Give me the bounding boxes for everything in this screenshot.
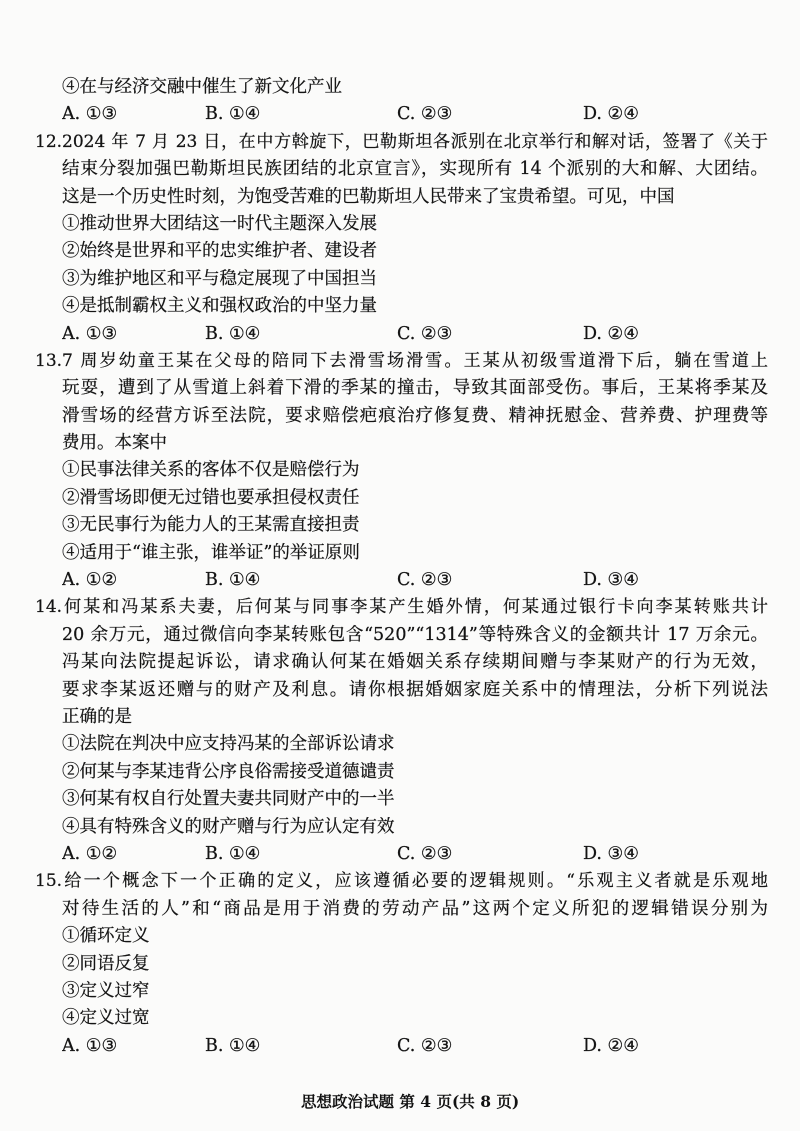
choice-item-4: ④是抵制霸权主义和强权政治的中坚力量	[62, 296, 377, 317]
option-d: D. ②④	[583, 104, 639, 125]
stem-text: 给一个概念下一个正确的定义，应该遵循必要的逻辑规则。“乐观主义者就是乐观地	[62, 871, 768, 892]
option-b: B. ①④	[205, 323, 261, 344]
stem-line	[35, 868, 768, 895]
stem-line	[35, 594, 768, 621]
question-number: 12.	[35, 131, 63, 152]
option-d: D. ②④	[583, 1035, 639, 1056]
question-14	[0, 594, 800, 868]
option-d: D. ③④	[583, 843, 639, 864]
choice-item-2: ②同语反复	[62, 953, 150, 974]
option-a: A. ①②	[62, 570, 118, 591]
exam-page-body	[0, 74, 800, 1060]
option-c: C. ②③	[397, 323, 453, 344]
option-b: B. ①④	[205, 570, 261, 591]
question-number: 14.	[35, 597, 63, 618]
stem-line: 20 余万元，通过微信向李某转账包含“520”“1314”等特殊含义的金额共计 17 万余元。	[62, 624, 768, 645]
choice-item-3: ③何某有权自行处置夫妻共同财产中的一半	[62, 789, 395, 810]
choice-item-1: ①法院在判决中应支持冯某的全部诉讼请求	[62, 734, 395, 755]
choice-item-3: ③无民事行为能力人的王某需直接担责	[62, 515, 360, 536]
stem-line: 结束分裂加强巴勒斯坦民族团结的北京宣言》，实现所有 14 个派别的大和解、大团结。	[62, 159, 768, 180]
option-d: D. ③④	[583, 570, 639, 591]
option-c: C. ②③	[397, 843, 453, 864]
stem-line: 要求李某返还赠与的财产及利息。请你根据婚姻家庭关系中的情理法，分析下列说法	[62, 679, 768, 700]
stem-line	[35, 129, 768, 156]
choice-item-3: ③为维护地区和平与稳定展现了中国担当	[62, 268, 377, 289]
choice-item-2: ②始终是世界和平的忠实维护者、建设者	[62, 241, 377, 262]
question-12	[0, 129, 800, 348]
question-number: 13.	[35, 350, 63, 371]
stem-line: 冯某向法院提起诉讼，请求确认何某在婚姻关系存续期间赠与李某财产的行为无效，	[62, 652, 768, 673]
option-a: A. ①②	[62, 843, 118, 864]
question-11-continued	[0, 74, 800, 129]
question-15	[0, 868, 800, 1060]
question-number: 15.	[35, 871, 63, 892]
answer-options	[62, 1033, 768, 1060]
option-a: A. ①③	[62, 104, 118, 125]
stem-line: 玩耍，遭到了从雪道上斜着下滑的季某的撞击，导致其面部受伤。事后，王某将季某及	[62, 378, 768, 399]
answer-options	[62, 841, 768, 868]
choice-item-1: ①推动世界大团结这一时代主题深入发展	[62, 213, 377, 234]
stem-line: 对待生活的人”和“商品是用于消费的劳动产品”这两个定义所犯的逻辑错误分别为	[62, 898, 768, 919]
stem-line: 滑雪场的经营方诉至法院，要求赔偿疤痕治疗修复费、精神抚慰金、营养费、护理费等	[62, 405, 768, 426]
option-b: B. ①④	[205, 843, 261, 864]
option-a: A. ①③	[62, 1035, 118, 1056]
choice-item-1: ①循环定义	[62, 926, 150, 947]
question-13	[0, 348, 800, 595]
choice-item-4: ④适用于“谁主张，谁举证”的举证原则	[62, 542, 360, 563]
option-b: B. ①④	[205, 1035, 261, 1056]
option-c: C. ②③	[397, 104, 453, 125]
choice-item-4: ④具有特殊含义的财产赠与行为应认定有效	[62, 816, 395, 837]
stem-line: 这是一个历史性时刻，为饱受苦难的巴勒斯坦人民带来了宝贵希望。可见，中国	[62, 186, 675, 207]
page-footer: 思想政治试题 第 4 页(共 8 页)	[301, 1092, 520, 1111]
option-b: B. ①④	[205, 104, 261, 125]
option-d: D. ②④	[583, 323, 639, 344]
choice-item-2: ②滑雪场即便无过错也要承担侵权责任	[62, 487, 360, 508]
choice-item-2: ②何某与李某违背公序良俗需接受道德谴责	[62, 761, 395, 782]
choice-item-4: ④定义过宽	[62, 1008, 150, 1029]
stem-text: 7 周岁幼童王某在父母的陪同下去滑雪场滑雪。王某从初级雪道滑下后，躺在雪道上	[62, 350, 768, 371]
choice-item-4: ④在与经济交融中催生了新文化产业	[62, 77, 342, 97]
option-a: A. ①③	[62, 323, 118, 344]
choice-item-1: ①民事法律关系的客体不仅是赔偿行为	[62, 460, 360, 481]
answer-options	[62, 567, 768, 594]
stem-line	[35, 348, 768, 375]
stem-text: 2024 年 7 月 23 日，在中方斡旋下，巴勒斯坦各派别在北京举行和解对话，签署了《关于	[62, 131, 768, 152]
stem-line: 费用。本案中	[62, 433, 167, 454]
choice-item-3: ③定义过窄	[62, 980, 150, 1001]
answer-options	[62, 101, 768, 128]
stem-text: 何某和冯某系夫妻，后何某与同事李某产生婚外情，何某通过银行卡向李某转账共计	[62, 597, 768, 618]
stem-line: 正确的是	[62, 706, 132, 727]
answer-options	[62, 321, 768, 348]
option-c: C. ②③	[397, 1035, 453, 1056]
option-c: C. ②③	[397, 570, 453, 591]
